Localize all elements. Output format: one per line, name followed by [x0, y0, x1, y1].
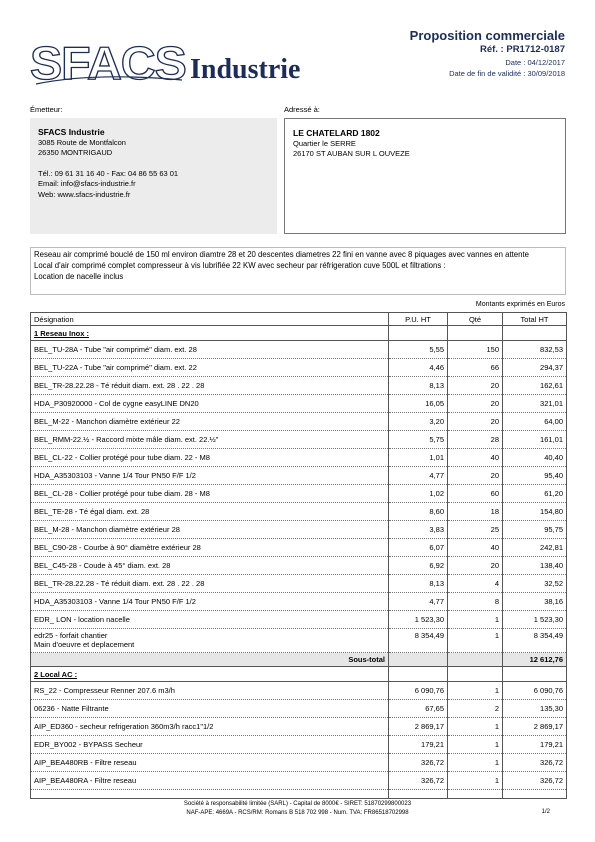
footer-legal-line: NAF-APE: 4669A - RCS/RM: Romans B 518 702 998 - Num. TVA: FR86518702998: [186, 809, 409, 816]
item-designation: HDA_P30920000 - Col de cygne easyLINE DN20: [31, 395, 389, 413]
col-header-unit-price: P.U. HT: [389, 313, 448, 326]
item-total: 61,20: [503, 485, 567, 503]
amounts-currency-note: Montants exprimés en Euros: [475, 301, 565, 308]
item-quantity: 20: [448, 413, 503, 431]
emitter-phone: Tél.: 09 61 31 16 40 - Fax: 04 86 55 63 01: [38, 168, 179, 178]
item-quantity: 2: [448, 700, 503, 718]
item-total: 2 869,17: [503, 718, 567, 736]
item-quantity: 28: [448, 431, 503, 449]
item-quantity: 20: [448, 557, 503, 575]
item-total: 162,61: [503, 377, 567, 395]
item-total: 1 523,30: [503, 611, 567, 629]
item-unit-price: 67,65: [389, 700, 448, 718]
empty-cell: [389, 326, 448, 341]
item-unit-price: 8 354,49: [389, 629, 448, 653]
empty-cell: [503, 790, 567, 799]
item-quantity: 40: [448, 449, 503, 467]
item-quantity: 1: [448, 718, 503, 736]
item-quantity: 66: [448, 359, 503, 377]
item-quantity: 8: [448, 593, 503, 611]
table-row: [31, 700, 567, 718]
item-total: 154,80: [503, 503, 567, 521]
item-designation: HDA_A35303103 - Vanne 1/4 Tour PN50 F/F 1/2: [31, 593, 389, 611]
document-date: Date : 04/12/2017: [505, 58, 565, 67]
table-row: [31, 467, 567, 485]
item-designation: BEL_C45-28 - Coude à 45° diam. ext. 28: [31, 557, 389, 575]
table-row: [31, 557, 567, 575]
item-unit-price: 8,13: [389, 575, 448, 593]
table-row: [31, 413, 567, 431]
item-designation: BEL_M-28 - Manchon diamètre extérieur 28: [31, 521, 389, 539]
table-header-row: [31, 313, 567, 326]
items-table: [30, 312, 567, 799]
emitter-street: 3085 Route de Montfalcon: [38, 137, 126, 147]
col-header-quantity: Qté: [448, 313, 503, 326]
empty-cell: [448, 326, 503, 341]
recipient-city: 26170 ST AUBAN SUR L OUVEZE: [293, 149, 410, 158]
item-designation: RS_22 - Compresseur Renner 207.6 m3/h: [31, 682, 389, 700]
section-title: 2 Local AC :: [34, 669, 78, 679]
recipient-box: [284, 118, 566, 234]
item-total: 138,40: [503, 557, 567, 575]
item-quantity: 60: [448, 485, 503, 503]
item-designation: BEL_CL-28 - Collier protégé pour tube diam. 28 - M8: [31, 485, 389, 503]
item-total: 326,72: [503, 772, 567, 790]
logo-brand-text: SFACS: [30, 37, 186, 89]
table-row: [31, 395, 567, 413]
item-total: 326,72: [503, 754, 567, 772]
recipient-name: LE CHATELARD 1802: [293, 128, 380, 138]
table-row: [31, 718, 567, 736]
item-quantity: 1: [448, 629, 503, 653]
document-header: [410, 28, 565, 78]
description-line: Reseau air comprimé bouclé de 150 ml environ diamtre 28 et 20 descentes diametres 22 fini en vanne avec 8 piquages avec vannes en attente: [34, 250, 529, 259]
item-designation: AIP_BEA480RB - Filtre reseau: [31, 754, 389, 772]
recipient-label: Adressé à:: [284, 105, 320, 114]
item-quantity: 20: [448, 395, 503, 413]
item-total: 161,01: [503, 431, 567, 449]
empty-cell: [389, 790, 448, 799]
item-unit-price: 179,21: [389, 736, 448, 754]
company-logo: [30, 36, 320, 89]
item-unit-price: 8,60: [389, 503, 448, 521]
item-unit-price: 16,05: [389, 395, 448, 413]
item-designation-line: Main d'oeuvre et deplacement: [34, 640, 135, 649]
emitter-email: Email: info@sfacs-industrie.fr: [38, 179, 136, 188]
item-unit-price: 326,72: [389, 772, 448, 790]
empty-cell: [31, 790, 389, 799]
table-row: [31, 682, 567, 700]
table-row: [31, 772, 567, 790]
document-title: Proposition commerciale: [409, 28, 565, 43]
emitter-name: SFACS Industrie: [38, 127, 105, 137]
document-reference: Réf. : PR1712-0187: [479, 44, 565, 55]
item-unit-price: 4,46: [389, 359, 448, 377]
item-quantity: 1: [448, 754, 503, 772]
item-total: 242,81: [503, 539, 567, 557]
emitter-web: Web: www.sfacs-industrie.fr: [38, 189, 131, 199]
item-quantity: 1: [448, 682, 503, 700]
empty-cell: [448, 790, 503, 799]
empty-cell: [503, 326, 567, 341]
item-quantity: 150: [448, 341, 503, 359]
subtotal-value: 12 612,76: [503, 653, 567, 667]
item-designation: AIP_BEA480RA - Filtre reseau: [31, 772, 389, 790]
item-total: 321,01: [503, 395, 567, 413]
empty-cell: [389, 667, 448, 682]
item-designation: AIP_ED360 - secheur refrigeration 360m3/h racc1"1/2: [31, 718, 389, 736]
item-designation: BEL_M-22 - Manchon diamètre extérieur 22: [31, 413, 389, 431]
item-designation: EDR_BY002 - BYPASS Secheur: [31, 736, 389, 754]
item-unit-price: 5,75: [389, 431, 448, 449]
table-row: [31, 341, 567, 359]
item-total: 135,30: [503, 700, 567, 718]
section-title: 1 Reseau Inox :: [34, 328, 90, 338]
item-designation: [31, 629, 389, 653]
item-quantity: 1: [448, 611, 503, 629]
table-row: [31, 485, 567, 503]
item-designation: BEL_TR-28.22.28 - Té réduit diam. ext. 28 . 22 . 28: [31, 377, 389, 395]
item-total: 38,16: [503, 593, 567, 611]
item-unit-price: 1,02: [389, 485, 448, 503]
empty-cell: [448, 667, 503, 682]
section-title-cell: [31, 667, 389, 682]
item-total: 832,53: [503, 341, 567, 359]
table-row: [31, 736, 567, 754]
description-line: Local d'air comprimé complet compresseur à vis lubrifiée 22 KW avec secheur par réfrigeration cuve 500L et filtrations :: [34, 260, 446, 270]
table-row: [31, 539, 567, 557]
emitter-box: [30, 118, 277, 234]
description-box: [30, 247, 566, 295]
page-number: 1/2: [541, 808, 550, 815]
item-unit-price: 3,83: [389, 521, 448, 539]
table-row: [31, 359, 567, 377]
emitter-city: 26350 MONTRIGAUD: [38, 148, 113, 157]
item-total: 40,40: [503, 449, 567, 467]
item-total: 95,75: [503, 521, 567, 539]
table-row: [31, 521, 567, 539]
item-total: 179,21: [503, 736, 567, 754]
item-total: 8 354,49: [503, 629, 567, 653]
table-row: [31, 593, 567, 611]
item-unit-price: 5,55: [389, 341, 448, 359]
table-row: [31, 611, 567, 629]
item-designation: BEL_TR-28.22.28 - Té réduit diam. ext. 28 . 22 . 28: [31, 575, 389, 593]
empty-cell: [389, 653, 448, 667]
section-row: [31, 326, 567, 341]
item-designation: HDA_A35303103 - Vanne 1/4 Tour PN50 F/F 1/2: [31, 467, 389, 485]
item-total: 32,52: [503, 575, 567, 593]
table-row: [31, 503, 567, 521]
table-row: [31, 754, 567, 772]
item-quantity: 20: [448, 377, 503, 395]
table-row: [31, 377, 567, 395]
item-quantity: 18: [448, 503, 503, 521]
item-designation: BEL_CL-22 - Collier protégé pour tube diam. 22 - M8: [31, 449, 389, 467]
recipient-street: Quartier le SERRE: [293, 138, 356, 148]
table-row: [31, 449, 567, 467]
empty-cell: [503, 667, 567, 682]
item-designation: BEL_TU-22A - Tube "air comprimé" diam. ext. 22: [31, 359, 389, 377]
footer-legal-line: Société à responsabilité limitée (SARL) - Capital de 8000€ - SIRET: 51870299800023: [183, 801, 412, 807]
item-designation-line: edr25 - forfait chantier: [34, 631, 108, 640]
col-header-total: Total HT: [503, 313, 567, 326]
blank-row: [31, 790, 567, 799]
item-designation: BEL_C90-28 - Courbe à 90° diamètre extérieur 28: [31, 539, 389, 557]
section-title-cell: [31, 326, 389, 341]
item-designation: EDR_ LON - location nacelle: [31, 611, 389, 629]
item-quantity: 40: [448, 539, 503, 557]
item-quantity: 1: [448, 736, 503, 754]
item-total: 6 090,76: [503, 682, 567, 700]
item-designation: BEL_RMM-22.½ - Raccord mixte mâle diam. ext. 22.½": [31, 431, 389, 449]
table-row: [31, 431, 567, 449]
item-quantity: 1: [448, 772, 503, 790]
item-unit-price: 4,77: [389, 593, 448, 611]
item-unit-price: 3,20: [389, 413, 448, 431]
item-quantity: 25: [448, 521, 503, 539]
item-designation: 06236 - Natte Filtrante: [31, 700, 389, 718]
item-unit-price: 4,77: [389, 467, 448, 485]
table-row: [31, 629, 567, 653]
item-unit-price: 6,07: [389, 539, 448, 557]
item-quantity: 4: [448, 575, 503, 593]
item-total: 64,00: [503, 413, 567, 431]
item-unit-price: 2 869,17: [389, 718, 448, 736]
document-validity-date: Date de fin de validité : 30/09/2018: [449, 69, 565, 78]
page-footer: [0, 800, 595, 817]
item-unit-price: 1 523,30: [389, 611, 448, 629]
item-designation: BEL_TE-28 - Té égal diam. ext. 28: [31, 503, 389, 521]
item-quantity: 20: [448, 467, 503, 485]
logo-suffix-text: Industrie: [190, 54, 301, 85]
subtotal-label: Sous-total: [31, 653, 389, 667]
table-row: [31, 575, 567, 593]
item-total: 95,40: [503, 467, 567, 485]
col-header-designation: Désignation: [31, 313, 389, 326]
description-line: Location de nacelle inclus: [34, 271, 124, 281]
item-total: 294,37: [503, 359, 567, 377]
item-unit-price: 326,72: [389, 754, 448, 772]
item-unit-price: 8,13: [389, 377, 448, 395]
subtotal-row: [31, 653, 567, 667]
logo-swoosh-icon: [34, 74, 184, 88]
section-row: [31, 667, 567, 682]
item-unit-price: 6,92: [389, 557, 448, 575]
emitter-label: Émetteur:: [30, 105, 63, 114]
item-unit-price: 1,01: [389, 449, 448, 467]
empty-cell: [448, 653, 503, 667]
item-designation: BEL_TU-28A - Tube "air comprimé" diam. ext. 28: [31, 341, 389, 359]
item-unit-price: 6 090,76: [389, 682, 448, 700]
